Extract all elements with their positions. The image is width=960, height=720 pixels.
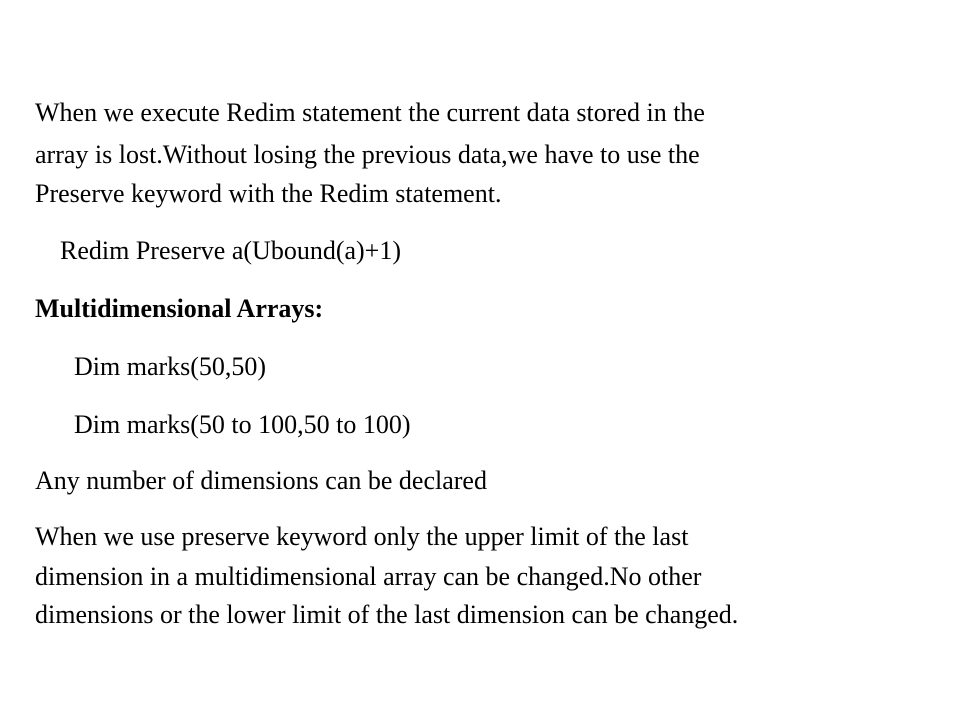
paragraph-1-line-1: When we execute Redim statement the current data stored in the [35, 98, 705, 127]
code-redim-preserve: Redim Preserve a(Ubound(a)+1) [60, 236, 401, 265]
paragraph-2-line-3: dimensions or the lower limit of the last dimension can be changed. [35, 600, 739, 629]
note-any-number-of-dimensions: Any number of dimensions can be declared [35, 466, 487, 495]
code-dim-marks-1: Dim marks(50,50) [74, 352, 267, 381]
paragraph-2-line-1: When we use preserve keyword only the upper limit of the last [35, 522, 689, 551]
heading-multidimensional-arrays: Multidimensional Arrays: [35, 294, 324, 323]
code-dim-marks-2: Dim marks(50 to 100,50 to 100) [74, 410, 411, 439]
paragraph-1-line-2: array is lost.Without losing the previous data,we have to use the [35, 140, 700, 169]
paragraph-1-line-3: Preserve keyword with the Redim statement. [35, 179, 502, 208]
paragraph-2-line-2: dimension in a multidimensional array can be changed.No other [35, 562, 702, 591]
